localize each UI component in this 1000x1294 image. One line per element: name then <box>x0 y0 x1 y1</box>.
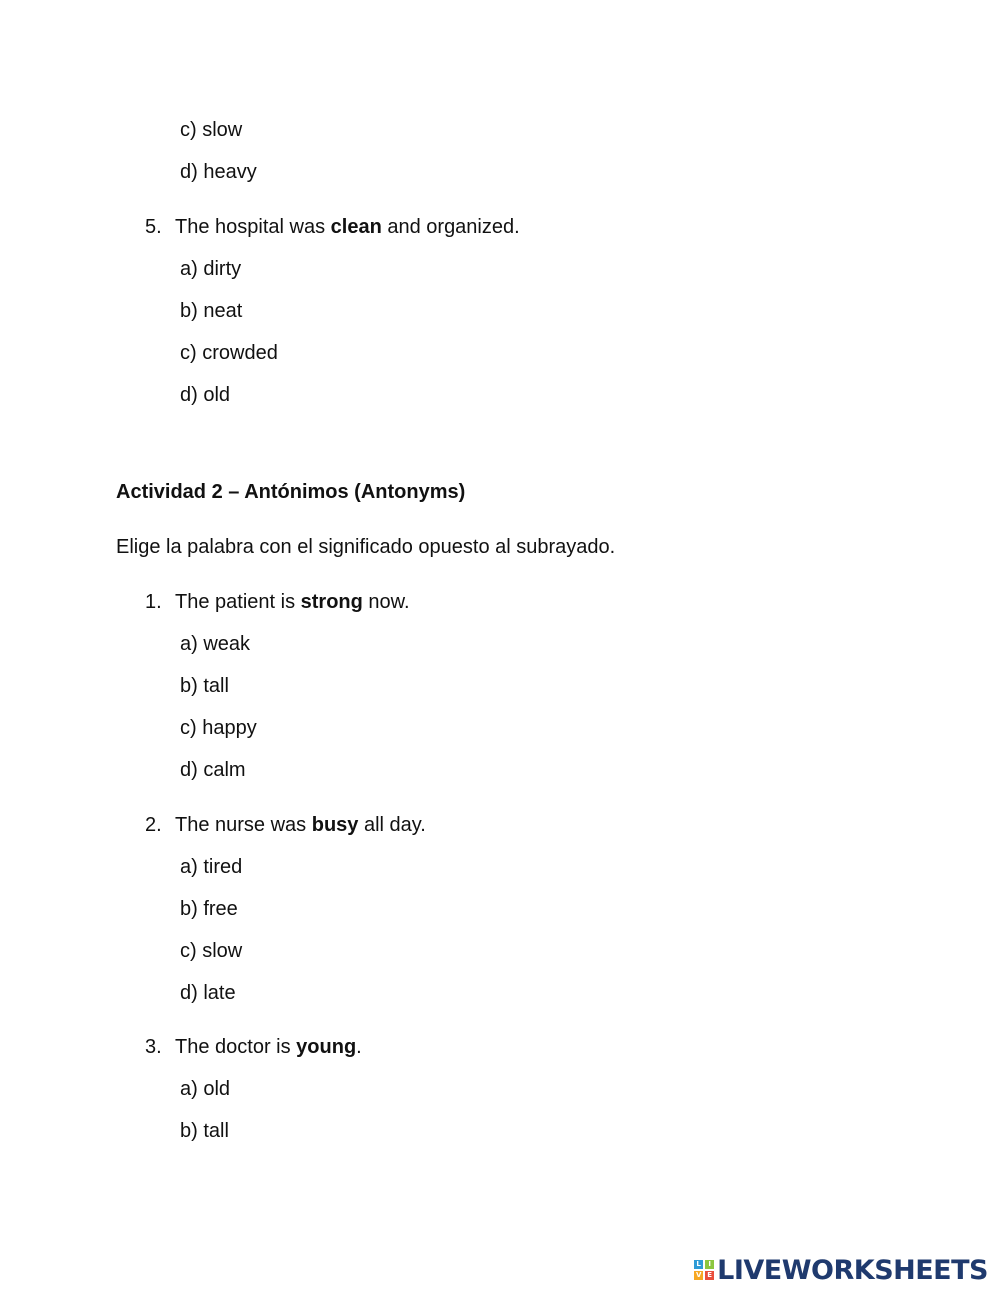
option-a2q2-a[interactable]: a) tired <box>180 856 243 878</box>
question-text-before: The nurse was <box>175 814 312 836</box>
option-q5-d[interactable]: d) old <box>180 384 231 406</box>
option-a2q2-d[interactable]: d) late <box>180 982 236 1004</box>
option-q4-d[interactable]: d) heavy <box>180 161 257 183</box>
logo-wordmark: LIVEWORKSHEETS <box>717 1254 988 1286</box>
option-a2q2-c[interactable]: c) slow <box>180 940 243 962</box>
question-text-before: The doctor is <box>175 1036 297 1058</box>
option-q5-b[interactable]: b) neat <box>180 300 243 322</box>
question-text <box>175 813 426 837</box>
option-q5-a[interactable]: a) dirty <box>180 258 242 280</box>
question-text-after: now. <box>362 591 410 613</box>
question-keyword: busy <box>311 814 359 836</box>
option-a2q3-a[interactable]: a) old <box>180 1078 231 1100</box>
question-keyword: young <box>296 1036 357 1058</box>
logo-square: E <box>705 1271 714 1280</box>
logo-square: L <box>694 1260 703 1269</box>
question-keyword: clean <box>330 216 382 238</box>
logo-square: V <box>695 1271 702 1279</box>
option-a2q1-b[interactable]: b) tall <box>180 675 229 697</box>
option-a2q2-b[interactable]: b) free <box>180 898 238 920</box>
logo-square: I <box>705 1260 714 1269</box>
question-text-after: all day. <box>358 814 426 836</box>
instruction-text: Elige la palabra con el significado opuesto al subrayado. <box>116 536 616 558</box>
question-text-before: The patient is <box>175 591 301 613</box>
option-a2q1-a[interactable]: a) weak <box>180 633 251 655</box>
question-keyword: strong <box>300 591 363 613</box>
option-a2q1-d[interactable]: d) calm <box>180 759 246 781</box>
option-q5-c[interactable]: c) crowded <box>180 342 278 364</box>
liveworksheets-logo <box>694 1252 988 1288</box>
option-q4-c[interactable]: c) slow <box>180 119 243 141</box>
section-heading: Actividad 2 – Antónimos (Antonyms) <box>116 481 466 503</box>
question-text-after: and organized. <box>381 216 520 238</box>
question-number: 5. <box>145 216 162 238</box>
option-a2q3-b[interactable]: b) tall <box>180 1120 229 1142</box>
question-number: 1. <box>145 591 162 613</box>
question-number: 3. <box>145 1036 162 1058</box>
option-a2q1-c[interactable]: c) happy <box>180 717 257 739</box>
question-text-before: The hospital was <box>175 216 331 238</box>
question-text <box>175 590 410 614</box>
logo-squares-icon <box>694 1260 714 1280</box>
question-text <box>175 1035 362 1059</box>
question-text-after: . <box>356 1036 362 1058</box>
question-number: 2. <box>145 814 162 836</box>
question-text <box>175 215 520 239</box>
